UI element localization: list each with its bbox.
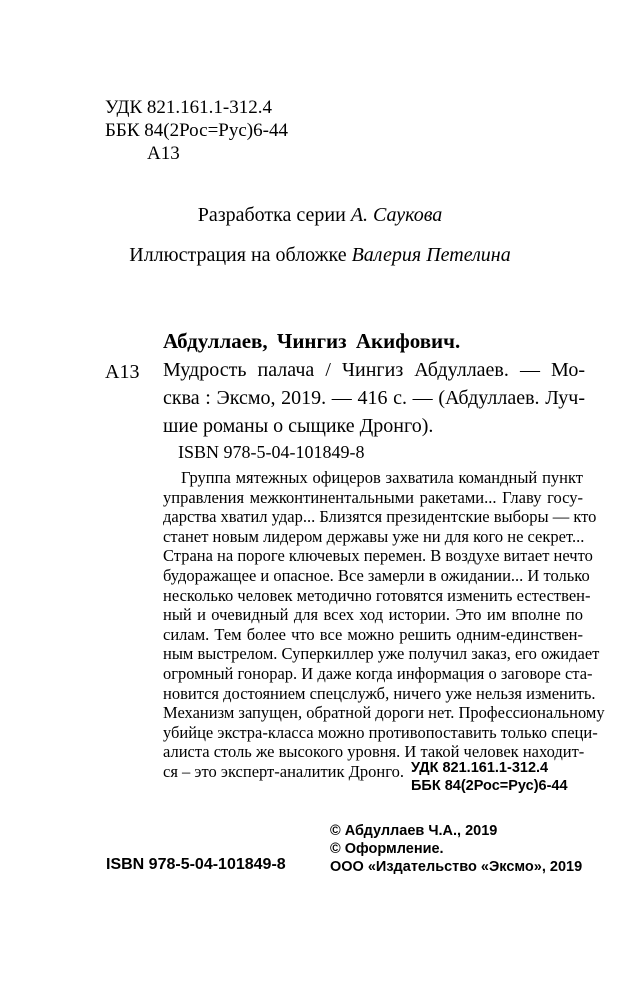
annotation-line: ся – это эксперт-аналитик Дронго. (163, 761, 404, 781)
record-author: Абдуллаев, Чингиз Акифович. (163, 329, 461, 353)
footer-isbn: ISBN 978-5-04-101849-8 (106, 856, 286, 873)
annotation-line: алиста столь же высокого уровня. И такой человек находит- (163, 742, 585, 762)
footer-udk-code: УДК 821.161.1-312.4 (411, 760, 549, 776)
bibliographic-description (163, 356, 585, 440)
record-author-sign: А13 (105, 361, 140, 383)
series-credit-name: А. Саукова (350, 204, 443, 226)
annotation-line: ным выстрелом. Суперкиллер уже получил заказ, его ожидает (163, 644, 600, 664)
copyright-publisher: ООО «Издательство «Эксмо», 2019 (330, 859, 583, 875)
annotation-line: Механизм запущен, обратной дороги нет. Профессиональному (163, 703, 605, 723)
copyright-design: © Оформление. (330, 841, 444, 857)
annotation (163, 468, 605, 782)
annotation-line: новится достоянием спецслужб, ничего уже нельзя изменить. (163, 683, 596, 703)
cover-credit (0, 243, 640, 267)
series-credit (0, 203, 640, 227)
annotation-line: будоражащее и опасное. Все замерли в ожидании... И только (163, 565, 590, 585)
annotation-line: дарства хватил удар... Близятся президентские выборы — кто (163, 507, 597, 527)
copyright-author: © Абдуллаев Ч.А., 2019 (330, 823, 498, 839)
annotation-line: станет новым лидером державы уже ни для кого не секрет... (163, 526, 585, 546)
bibliographic-line: сква : Эксмо, 2019. — 416 с. — (Абдуллаев. Луч- (163, 387, 585, 409)
record-isbn: ISBN 978-5-04-101849-8 (178, 442, 365, 462)
footer-bbk-code: ББК 84(2Рос=Рус)6-44 (411, 778, 568, 794)
annotation-line: несколько человек методично готовятся изменить естествен- (163, 585, 591, 605)
series-credit-label: Разработка серии (197, 204, 351, 226)
bibliographic-line: Мудрость палача / Чингиз Абдуллаев. — Мо- (163, 359, 585, 381)
udk-code: УДК 821.161.1-312.4 (105, 97, 272, 118)
bibliographic-line: шие романы о сыщике Дронго). (163, 415, 434, 437)
annotation-line: ный и очевидный для всех ход истории. Это им вполне по (163, 605, 583, 625)
annotation-line: Страна на пороге ключевых перемен. В воздухе витает нечто (163, 546, 593, 566)
author-sign: А13 (147, 143, 180, 164)
annotation-line: огромный гонорар. И даже когда информация о заговоре ста- (163, 663, 593, 683)
annotation-line: убийце экстра-класса можно противопоставить только специ- (163, 722, 598, 742)
bbk-code: ББК 84(2Рос=Рус)6-44 (105, 120, 288, 141)
annotation-line: Группа мятежных офицеров захватила командный пункт (181, 468, 583, 487)
annotation-line: силам. Тем более что все можно решить одним-единствен- (163, 624, 583, 644)
annotation-line: управления межконтинентальными ракетами... Главу госу- (163, 487, 583, 507)
cover-credit-label: Иллюстрация на обложке (129, 244, 352, 266)
cover-credit-name: Валерия Петелина (351, 244, 511, 266)
